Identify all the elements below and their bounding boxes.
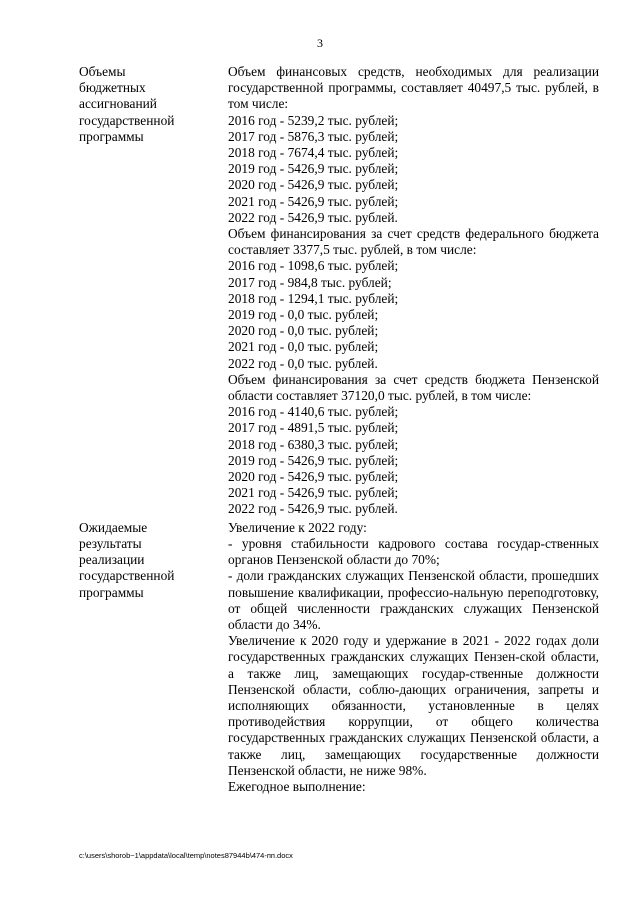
heading-line: государственной (79, 568, 175, 584)
regional-year-line: 2020 год - 5426,9 тыс. рублей; (228, 469, 399, 485)
total-year-line: 2018 год - 7674,4 тыс. рублей; (228, 145, 399, 161)
page-number: 3 (317, 36, 323, 50)
total-year-line: 2019 год - 5426,9 тыс. рублей; (228, 161, 399, 177)
federal-year-line: 2018 год - 1294,1 тыс. рублей; (228, 290, 399, 306)
heading-line: Объемы (79, 64, 126, 79)
row-content-budget (228, 64, 599, 518)
heading-line: реализации (79, 552, 145, 568)
regional-year-line: 2021 год - 5426,9 тыс. рублей; (228, 485, 399, 501)
regional-year-line: 2019 год - 5426,9 тыс. рублей; (228, 452, 399, 468)
results-paragraph: Увеличение к 2020 году и удержание в 2021 - 2022 годах доли государственных гражданских служащих Пензен-ской области, а также лиц, замещающих государ-ственные должности Пензенской области, соблю-дающих ограничения, запреты и исполняющих обязанности, установленные в целях противодействия коррупции, от общего количества государственных гражданских служащих Пензенской области, а также лиц, замещающих государственные должности Пензенской области, не ниже 98%. (228, 633, 599, 778)
table-row-budget (79, 64, 599, 518)
total-year-line: 2016 год - 5239,2 тыс. рублей; (228, 112, 399, 128)
results-paragraph: - доли гражданских служащих Пензенской области, прошедших повышение квалификации, профессио-нальную переподготовку, от общей численности гражданских служащих Пензенской области до 34%. (228, 568, 599, 632)
federal-year-line: 2016 год - 1098,6 тыс. рублей; (228, 258, 399, 274)
federal-year-line: 2021 год - 0,0 тыс. рублей; (228, 339, 379, 355)
federal-funding-intro: Объем финансирования за счет средств федерального бюджета составляет 3377,5 тыс. рублей, в том числе: (228, 226, 599, 258)
heading-line: результаты (79, 535, 142, 551)
table-row-results (79, 520, 599, 795)
heading-line: государственной (79, 112, 175, 128)
total-year-line: 2017 год - 5876,3 тыс. рублей; (228, 128, 399, 144)
regional-year-line: 2022 год - 5426,9 тыс. рублей. (228, 501, 398, 517)
heading-line: Ожидаемые (79, 519, 148, 535)
row-heading-budget (79, 64, 228, 518)
total-year-line: 2020 год - 5426,9 тыс. рублей; (228, 177, 399, 193)
row-heading-results (79, 520, 228, 795)
federal-year-line: 2022 год - 0,0 тыс. рублей. (228, 355, 378, 371)
heading-line: бюджетных (79, 80, 146, 96)
results-paragraph: - уровня стабильности кадрового состава государ-ственных органов Пензенской области до 70%; (228, 535, 599, 568)
total-year-line: 2022 год - 5426,9 тыс. рублей. (228, 209, 398, 225)
heading-line: ассигнований (79, 96, 157, 112)
total-year-line: 2021 год - 5426,9 тыс. рублей; (228, 193, 399, 209)
results-paragraph: Увеличение к 2022 году: (228, 519, 367, 535)
regional-year-line: 2016 год - 4140,6 тыс. рублей; (228, 404, 399, 420)
heading-line: программы (79, 128, 144, 144)
passport-table (79, 64, 599, 795)
footer-file-path: c:\users\shorob~1\appdata\local\temp\notes87944b\474-пп.docx (79, 851, 293, 860)
regional-funding-intro: Объем финансирования за счет средств бюджета Пензенской области составляет 37120,0 тыс. рублей, в том числе: (228, 371, 599, 404)
total-funding-intro: Объем финансовых средств, необходимых для реализации государственной программы, составляет 40497,5 тыс. рублей, в том числе: (228, 64, 599, 112)
federal-year-line: 2019 год - 0,0 тыс. рублей; (228, 307, 379, 323)
heading-line: программы (79, 584, 144, 600)
results-paragraph: Ежегодное выполнение: (228, 778, 366, 794)
federal-year-line: 2020 год - 0,0 тыс. рублей; (228, 323, 379, 339)
regional-year-line: 2017 год - 4891,5 тыс. рублей; (228, 420, 399, 436)
row-content-results (228, 520, 599, 795)
federal-year-line: 2017 год - 984,8 тыс. рублей; (228, 274, 392, 290)
regional-year-line: 2018 год - 6380,3 тыс. рублей; (228, 436, 399, 452)
